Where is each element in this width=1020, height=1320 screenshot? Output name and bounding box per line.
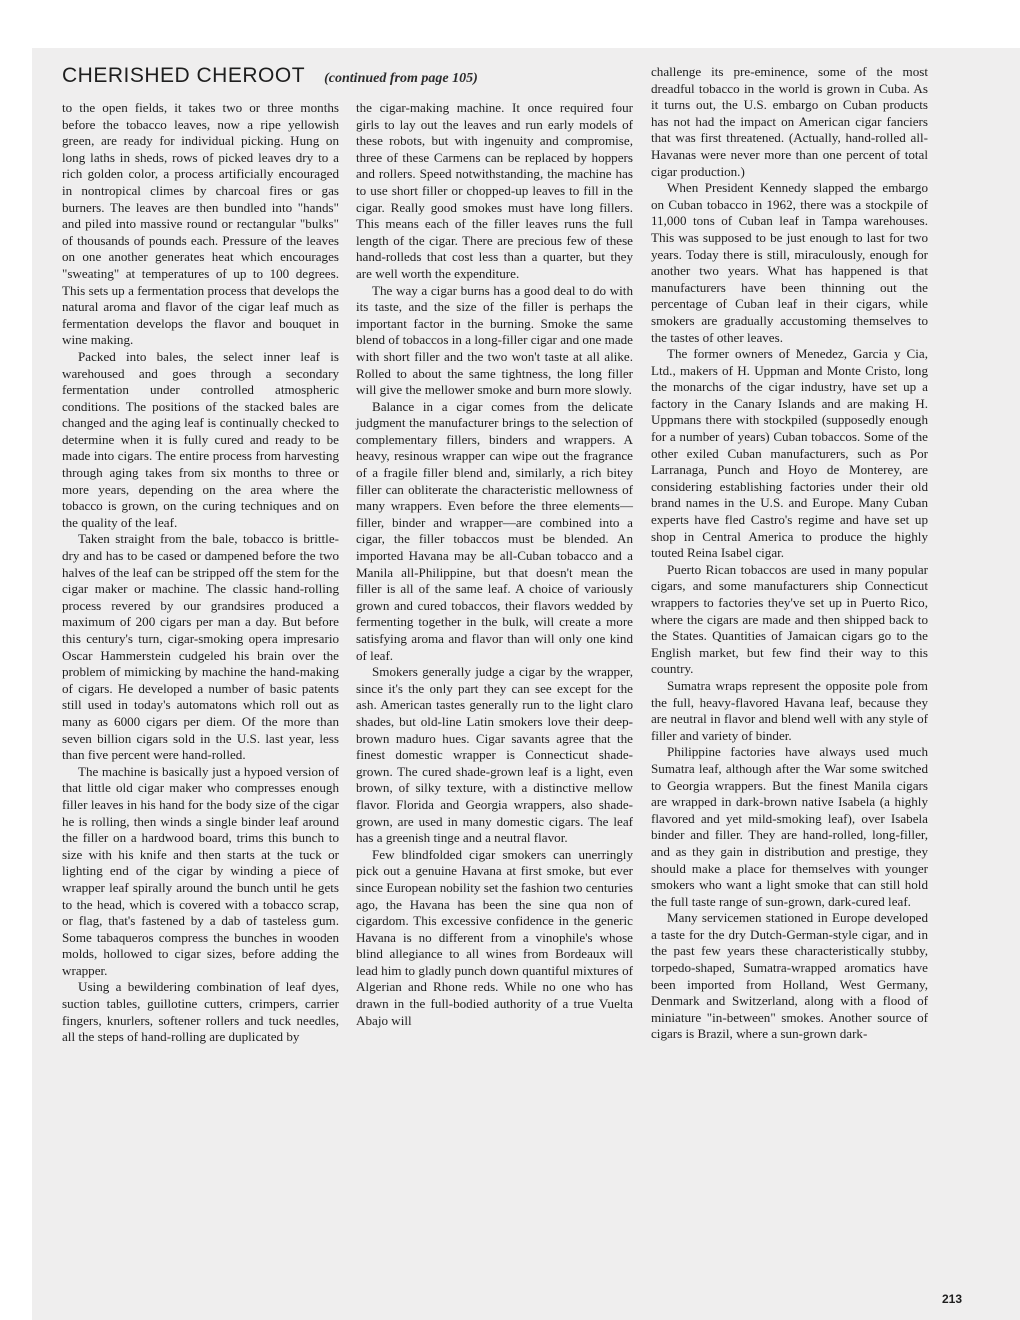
paragraph: Puerto Rican tobaccos are used in many popular cigars, and some manufacturers ship Connecticut wrappers to factories they've set up in Puerto Rico, where the cigars are made and then shipped back to the States. Quantities of Jamaican cigars go to the English market, but few find their way to this country. [651, 561, 928, 677]
paragraph: challenge its pre-eminence, some of the most dreadful tobacco in the world is grown in Cuba. As it turns out, the U.S. embargo on Cuban products has not had the impact on American cigar fanciers that was first threatened. (Actually, hand-rolled all-Havanas were never more than one percent of total cigar production.) [651, 64, 928, 179]
paragraph: The machine is basically just a hypoed version of that little old cigar maker who compresses enough filler leaves in his hand for the body size of the cigar he is rolling, then winds a single binder leaf around the filler on a hardwood board, trims this bunch to size with his knife and then starts at the tuck or lighting end of the cigar by winding a piece of wrapper leaf spirally around the bunch until he gets to the head, which is covered with a tobacco scrap, or flag, that's fastened by a dab of tasteless gum. Some tabaqueros compress the bunches in wooden molds, hollowed to cigar sizes, before adding the wrapper. [62, 763, 339, 978]
paragraph: Few blindfolded cigar smokers can unerringly pick out a genuine Havana at first smoke, but ever since European nobility set the fashion two centuries ago, the Havana has been the sine qua non of cigardom. This excessive confidence in the generic Havana is no different from a vinophile's whose blind allegiance to all wines from Bordeaux will lead him to gladly punch down quantiful mixtures of Algerian and Rhone reds. While no one who has drawn in the full-bodied authority of a true Vuelta Abajo will [356, 846, 633, 1028]
continued-note: (continued from page 105) [324, 71, 478, 86]
paragraph: Using a bewildering combination of leaf dyes, suction tables, guillotine cutters, crimpers, carrier fingers, knurlers, softener rollers and tuck needles, all the steps of hand-rolling are duplicated by [62, 979, 339, 1045]
text-column-2 [356, 100, 633, 1029]
paragraph: Smokers generally judge a cigar by the wrapper, since it's the only part they can see except for the ash. American tastes generally run to the light claro shades, but old-line Latin smokers love their deep-brown maduro hues. Cigar savants agree that the finest domestic wrapper is Connecticut shade-grown. The cured shade-grown leaf is a light, even brown, of silky texture, with a distinctive mellow flavor. Florida and Georgia wrappers, also shade-grown, are used in many domestic cigars. The leaf has a greenish tinge and a neutral flavor. [356, 664, 633, 846]
page-number: 213 [942, 1292, 963, 1306]
paragraph: The way a cigar burns has a good deal to do with its taste, and the size of the filler is perhaps the important factor in the burning. Smoke the same blend of tobaccos in a long-filler cigar and one made with short filler and the two won't taste at all alike. Rolled to about the same tightness, the long filler will give the mellower smoke and burn more slowly. [356, 282, 633, 398]
paragraph: Philippine factories have always used much Sumatra leaf, although after the War some switched to Georgia wrappers. But the finest Manila cigars are wrapped in dark-brown native Isabela (a highly flavored and yet mild-smoking leaf), over Isabela binder and filler. They are hand-rolled, long-filler, and as they gain in distribution and prestige, they should make a place for themselves with younger smokers who want a light smoke that can still hold the full taste range of sun-grown, dark-cured leaf. [651, 744, 928, 909]
article-header [62, 64, 478, 88]
paragraph: Taken straight from the bale, tobacco is brittle-dry and has to be cased or dampened before the two halves of the leaf can be stripped off the stem for the cigar maker or machine. The classic hand-rolling process revered by our grandsires produced a maximum of 200 cigars per man a day. But before this century's turn, cigar-smoking opera impresario Oscar Hammerstein cudgeled his brain over the problem of mimicking by machine the hand-making of cigars. He developed a number of basic patents still used in today's automatons which roll out as many as 6000 cigars per diem. Of the more than seven billion cigars sold in the U.S. last year, less than five percent were hand-rolled. [62, 531, 339, 763]
paragraph: Sumatra wraps represent the opposite pole from the full, heavy-flavored Havana leaf, because they are neutral in flavor and blend well with any style of filler and variety of binder. [651, 677, 928, 743]
paragraph: to the open fields, it takes two or three months before the tobacco leaves, now a ripe yellowish green, are ready for individual picking. Hung on long laths in sheds, rows of picked leaves dry to a rich golden color, a process artificially encouraged in nontropical climes by charcoal fires or gas burners. The leaves are then bundled into "hands" and piled into massive round or rectangular "bulks" of thousands of pounds each. Pressure of the leaves on one another generates heat which encourages "sweating" at temperatures of up to 100 degrees. This sets up a fermentation process that develops the natural aroma and flavor of the cigar leaf much as fermentation develops the flavor and bouquet in wine making. [62, 100, 339, 348]
paragraph: Packed into bales, the select inner leaf is warehoused and goes through a secondary fermentation under controlled atmospheric conditions. The positions of the stacked bales are changed and the aging leaf is continually checked to determine when it is fully cured and ready to be made into cigars. The entire process from harvesting through aging takes from six months to three or more years, depending on the area where the tobacco is grown, on the curing techniques and on the quality of the leaf. [62, 348, 339, 530]
paragraph: When President Kennedy slapped the embargo on Cuban tobacco in 1962, there was a stockpile of 11,000 tons of Cuban leaf in Tampa warehouses. This was supposed to be just enough to last for two years. Today there is still, miraculously, enough for another two years. What has happened is that manufacturers have been thinning out the percentage of Cuban leaf in their cigars, while smokers are gradually accustoming themselves to the tastes of other leaves. [651, 180, 928, 345]
text-column-3 [651, 64, 928, 1043]
paragraph: the cigar-making machine. It once required four girls to lay out the leaves and run early models of these robots, but with ingenuity and compromise, three of these Carmens can be replaced by hoppers and rollers. Speed notwithstanding, the machine has to use short filler or chopped-up leaves to fill in the cigar. Really good smokes must have long fillers. This means each of the filler leaves runs the full length of the cigar. There are precious few of these hand-rolleds that cost less than a quarter, but they are well worth the expenditure. [356, 100, 633, 281]
paragraph: Many servicemen stationed in Europe developed a taste for the dry Dutch-German-style cigar, and in the past few years these characteristically stubby, torpedo-shaped, Sumatra-wrapped aromatics have been imported from Holland, West Germany, Denmark and Switzerland, along with a flood of miniature "in-between" smokes. Another source of cigars is Brazil, where a sun-grown dark- [651, 910, 928, 1042]
text-column-1 [62, 100, 339, 1046]
paragraph: Balance in a cigar comes from the delicate judgment the manufacturer brings to the selection of complementary fillers, binders and wrappers. A heavy, resinous wrapper can wipe out the fragrance of a fragile filler blend and, similarly, a rich bitey filler can obliterate the characteristic mellowness of many wrappers. Even before the three elements—filler, binder and wrapper—are combined into a cigar, the filler tobaccos must be blended. An imported Havana may be all-Cuban tobacco and a Manila all-Philippine, but that doesn't mean the filler is all of the same leaf. A choice of variously grown and cured tobaccos, their flavors wedded by fermenting together in the bulk, will create a more satisfying aroma and flavor than will only one kind of leaf. [356, 398, 633, 663]
paragraph: The former owners of Menedez, Garcia y Cia, Ltd., makers of H. Uppman and Monte Cristo, long the monarchs of the cigar industry, have set up a factory in the Canary Islands and are making H. Uppmans there with stockpiled (supposedly enough for a number of years) Cuban tobaccos. Some of the other exiled Cuban manufacturers, such as Por Larranaga, Punch and Hoyo de Monterey, are considering establishing factories under their old brand names in the U.S. and Europe. Many Cuban experts have fled Castro's regime and have set up shop in Central America to produce the highly touted Reina Isabel cigar. [651, 346, 928, 561]
article-title: CHERISHED CHEROOT [62, 64, 306, 87]
